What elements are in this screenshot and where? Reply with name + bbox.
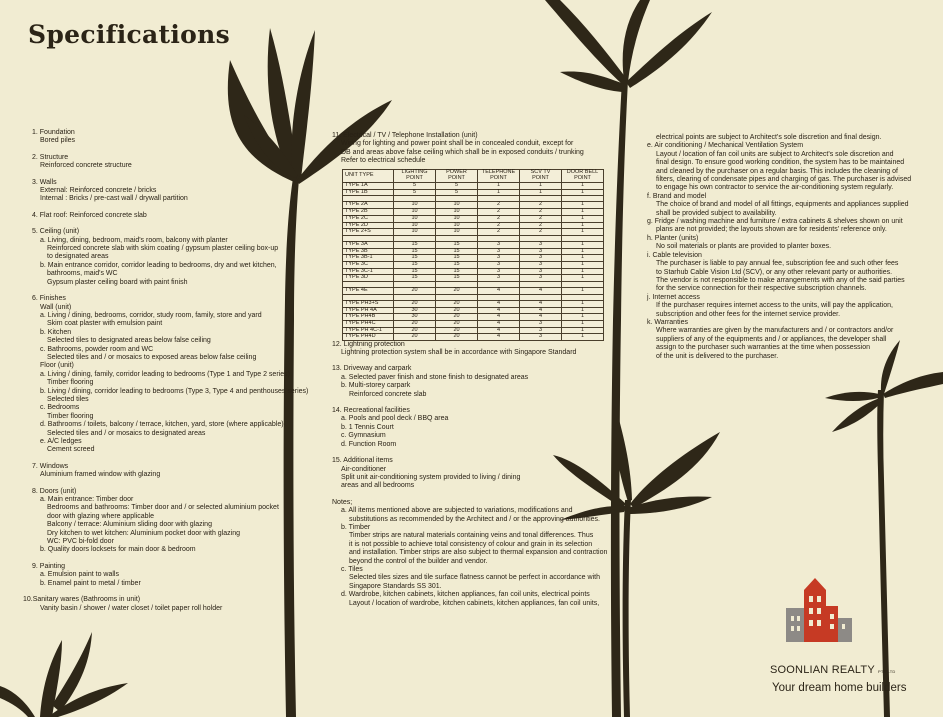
note-line: Selected tiles sizes and tile surface flatness cannot be perfect in accordance with [349, 574, 600, 582]
spec-line: WC: PVC bi-fold door [47, 538, 114, 546]
table-cell: 4 [520, 300, 562, 307]
note-line: No soil materials or plants are provided to planter boxes. [656, 243, 832, 251]
table-header-row [343, 170, 604, 183]
table-row [343, 183, 604, 190]
table-cell: 1 [562, 183, 604, 190]
table-cell: 4 [478, 314, 520, 321]
spec-line: b. 1 Tennis Court [341, 423, 394, 431]
table-cell: 20 [394, 300, 436, 307]
table-row [343, 334, 604, 341]
table-cell: TYPE 2+S [343, 229, 394, 236]
table-cell: 10 [394, 215, 436, 222]
note-heading: j. Internet access [647, 293, 700, 301]
spec-line: a. Living / dining, bedrooms, corridor, study room, family, store and yard [40, 311, 262, 319]
note-line: The vendor is not responsible to make arrangements with any of the said parties [656, 276, 905, 284]
spec-line: Reinforced concrete slab with skim coating / gypsum plaster ceiling box-up [47, 245, 279, 253]
note-line: and cleaned by the purchaser on a regular basis. This includes the cleaning of [656, 167, 898, 175]
note-line: suppliers of any of the equipments and / or appliances, the developer shall [656, 335, 887, 343]
table-cell: 4 [520, 314, 562, 321]
note-line: Timber strips are natural materials containing veins and tonal differences. Thus [349, 532, 594, 540]
note-line: plans are not provided; the layouts shown are for residents' reference only. [656, 226, 887, 234]
table-cell: 1 [562, 268, 604, 275]
table-cell: 3 [520, 248, 562, 255]
spec-line: bathrooms, maid's WC [47, 270, 118, 278]
spec-heading: 5. Ceiling (unit) [32, 228, 80, 236]
note-line: The choice of brand and model of all fittings, equipments and appliances supplied [656, 201, 909, 209]
table-cell: TYPE 2B [343, 209, 394, 216]
table-cell: TYPE PH4D [343, 334, 394, 341]
spec-line: Reinforced concrete slab [349, 390, 427, 398]
table-cell: TYPE 4E [343, 288, 394, 295]
table-cell: 20 [436, 327, 478, 334]
table-cell: 15 [394, 255, 436, 262]
table-cell: 1 [562, 334, 604, 341]
table-cell: 20 [394, 334, 436, 341]
table-cell: 2 [520, 215, 562, 222]
plant-flower-center [545, 0, 626, 84]
note-line: electrical points are subject to Architect's sole discretion and final design. [656, 134, 882, 141]
spec-heading: 14. Recreational facilities [332, 407, 410, 415]
table-cell: 20 [436, 300, 478, 307]
table-cell: 4 [478, 327, 520, 334]
table-cell: TYPE 3B [343, 248, 394, 255]
note-line: If the purchaser requires internet access to the units, will pay the application, [656, 302, 893, 310]
table-cell: 10 [394, 229, 436, 236]
table-cell: TYPE 3C [343, 262, 394, 269]
spec-heading: 1. Foundation [32, 129, 75, 136]
spec-line: b. Kitchen [40, 328, 72, 336]
note-line: of the unit is delivered to the purchaser. [656, 352, 779, 360]
spec-heading: 8. Doors (unit) [32, 487, 77, 495]
table-cell: 20 [394, 320, 436, 327]
table-cell: 4 [478, 334, 520, 341]
table-cell: 3 [478, 262, 520, 269]
spec-line: Refer to electrical schedule [341, 157, 426, 165]
table-cell: 1 [562, 327, 604, 334]
table-cell: 1 [562, 320, 604, 327]
table-cell: 1 [562, 262, 604, 269]
table-cell: 20 [436, 288, 478, 295]
table-body [343, 183, 604, 341]
column-header: UNIT TYPE [343, 170, 394, 183]
table-cell: 4 [478, 300, 520, 307]
note-line: Where warranties are given by the manufacturers and / or contractors and/or [656, 327, 894, 335]
table-row [343, 327, 604, 334]
table-cell: 10 [436, 209, 478, 216]
spec-line: Aluminium framed window with glazing [40, 471, 161, 479]
note-line: b. Timber [341, 523, 371, 531]
spec-line: Timber flooring [47, 379, 94, 387]
table-cell: TYPE PH4C [343, 320, 394, 327]
table-cell: TYPE 1B [343, 189, 394, 196]
note-heading: g. Fridge / washing machine and furniture / extra cabinets & shelves shown on unit [647, 218, 903, 226]
plant-stem-lower-center [623, 500, 631, 717]
table-cell: 5 [394, 189, 436, 196]
note-heading: k. Warranties [647, 318, 688, 326]
spec-line: Selected tiles [47, 395, 89, 403]
table-cell: TYPE 3D [343, 275, 394, 282]
table-cell: TYPE 2C [343, 215, 394, 222]
spec-line: Selected tiles and / or mosaics to designated areas [47, 429, 206, 437]
spec-line: c. Bedrooms [40, 404, 80, 412]
table-row [343, 300, 604, 307]
table-cell: 1 [562, 248, 604, 255]
table-cell: 15 [394, 241, 436, 248]
table-cell: 20 [436, 314, 478, 321]
spec-heading: 7. Windows [32, 462, 69, 470]
spec-line: b. Living / dining, corridor leading to bedrooms (Type 3, Type 4 and penthouses series) [40, 387, 309, 395]
table-cell: 2 [478, 202, 520, 209]
table-cell: 1 [562, 202, 604, 209]
table-cell: 1 [562, 275, 604, 282]
note-line: to Starhub Cable Vision Ltd (SCV), or any other relevant party or authorities. [656, 268, 893, 276]
brand-name [770, 664, 896, 676]
building-logo-icon [778, 578, 866, 662]
table-row [343, 248, 604, 255]
table-cell: 3 [520, 320, 562, 327]
spec-line: Balcony / terrace: Aluminium sliding door with glazing [47, 521, 212, 529]
table-cell: TYPE 3A [343, 241, 394, 248]
table-cell: 15 [394, 248, 436, 255]
table-cell: 1 [562, 288, 604, 295]
table-cell: 1 [562, 209, 604, 216]
note-line: shall be provided subject to availability. [656, 209, 777, 217]
table-cell: 5 [436, 189, 478, 196]
table-cell: TYPE PH3+S [343, 300, 394, 307]
table-cell: 3 [520, 334, 562, 341]
spec-line: Bored piles [40, 137, 76, 145]
table-cell: 10 [394, 222, 436, 229]
brand-tagline: Your dream home builders [772, 682, 907, 694]
table-row [343, 229, 604, 236]
spec-line: b. Main entrance corridor, corridor leading to bedrooms, dry and wet kitchen, [40, 261, 277, 269]
spec-line: Bedrooms and bathrooms: Timber door and / or selected aluminium pocket [47, 504, 279, 512]
table-cell: TYPE 3B-1 [343, 255, 394, 262]
spec-line: Lightning protection system shall be in accordance with Singapore Standard [341, 349, 577, 357]
spec-heading: 4. Flat roof: Reinforced concrete slab [32, 211, 147, 219]
spec-line: b. Enamel paint to metal / timber [40, 579, 141, 587]
table-cell: TYPE 2D [343, 222, 394, 229]
column-header: LIGHTING POINT [394, 170, 436, 183]
spec-line: a. Main entrance: Timber door [40, 496, 134, 504]
note-heading: i. Cable television [647, 251, 702, 259]
note-line: c. Tiles [341, 565, 363, 573]
table-cell: 3 [520, 255, 562, 262]
table-row [343, 262, 604, 269]
note-line: it is not possible to achieve total consistency of colour and grain in its selection [349, 540, 593, 548]
table-cell: 3 [478, 268, 520, 275]
spec-line: Selected tiles and / or mosaics to exposed areas below false ceiling [47, 353, 257, 361]
note-heading: f. Brand and model [647, 192, 707, 200]
table-row [343, 209, 604, 216]
spec-line: d. Function Room [341, 440, 397, 448]
spec-line: Internal : Bricks / pre-cast wall / drywall partition [40, 195, 188, 203]
table-cell: 1 [562, 241, 604, 248]
table-cell: 30 [394, 307, 436, 314]
note-line: beyond the control of the builder and vendor. [349, 557, 488, 565]
table-cell: 1 [478, 183, 520, 190]
table-row [343, 275, 604, 282]
spec-line: a. Selected paver finish and stone finish to designated areas [341, 373, 529, 381]
table-cell: TYPE PH 4C-1 [343, 327, 394, 334]
table-cell: 3 [478, 255, 520, 262]
note-line: The purchaser is liable to pay annual fee, subscription fee and such other fees [656, 260, 899, 268]
spec-line: Selected tiles to designated areas below false ceiling [47, 337, 211, 345]
spec-column-left [23, 129, 313, 613]
table-row [343, 288, 604, 295]
table-cell: 1 [562, 255, 604, 262]
table-cell: 2 [520, 209, 562, 216]
table-cell: 2 [478, 209, 520, 216]
table-cell: 5 [394, 183, 436, 190]
spec-heading: 10.Sanitary wares (Bathrooms in unit) [23, 596, 141, 604]
spec-line: Reinforced concrete structure [40, 162, 132, 170]
column-header: TELEPHONE POINT [478, 170, 520, 183]
table-row [343, 189, 604, 196]
note-line: assign to the purchaser such warranties at the time when possession [656, 344, 871, 352]
spec-line: d. Bathrooms / toilets, balcony / terrace, kitchen, yard, store (where applicable) [40, 421, 284, 429]
table-row [343, 255, 604, 262]
spec-heading: 3. Walls [32, 178, 57, 186]
page-title: Specifications [28, 20, 231, 49]
brand-suffix: PTE LTD [877, 669, 896, 674]
column-header: DOOR BELL POINT [562, 170, 604, 183]
table-cell: 4 [520, 288, 562, 295]
plant-flower-right [825, 392, 879, 401]
table-cell: 2 [520, 229, 562, 236]
table-cell: 3 [520, 241, 562, 248]
table-cell: 4 [478, 307, 520, 314]
table-cell: 3 [520, 262, 562, 269]
electrical-schedule-table [342, 169, 604, 341]
table-cell: 15 [436, 262, 478, 269]
spec-heading: 11. Electrical / TV / Telephone Installation (unit) [332, 132, 478, 139]
table-cell: 3 [520, 268, 562, 275]
spec-line: a. Living, dining, bedroom, maid's room, balcony with planter [40, 236, 228, 244]
table-cell: 2 [478, 229, 520, 236]
table-cell: 1 [562, 307, 604, 314]
table-cell: 20 [436, 320, 478, 327]
note-line: subscription and other fees for the internet service provider. [656, 310, 841, 318]
table-row [343, 215, 604, 222]
table-cell: 20 [394, 327, 436, 334]
spec-line: a. Living / dining, family, corridor leading to bedrooms (Type 1 and Type 2 series) [40, 370, 290, 378]
spec-line: to designated areas [47, 253, 109, 261]
spec-line: b. Multi-storey carpark [341, 382, 411, 390]
table-cell: 2 [478, 222, 520, 229]
note-line: final design. To ensure good working condition, the system has to be maintained [656, 159, 905, 167]
spec-heading: 6. Finishes [32, 295, 66, 303]
note-line: for the service connection for their respective subscription channels. [656, 285, 867, 293]
table-cell: 15 [394, 268, 436, 275]
table-cell: 3 [478, 275, 520, 282]
table-cell: 15 [436, 248, 478, 255]
table-cell: 20 [394, 288, 436, 295]
spec-heading: 15. Additional items [332, 457, 393, 465]
spec-heading: 9. Painting [32, 562, 66, 570]
table-cell: 20 [436, 307, 478, 314]
table-cell: 3 [478, 241, 520, 248]
table-row [343, 241, 604, 248]
table-cell: 1 [478, 189, 520, 196]
table-cell: 2 [520, 202, 562, 209]
spec-line: Floor (unit) [40, 362, 74, 370]
spec-line: a. Pools and pool deck / BBQ area [341, 415, 449, 423]
table-cell: 10 [436, 222, 478, 229]
spec-line: Vanity basin / shower / water closet / toilet paper roll holder [40, 604, 223, 612]
table-cell: 1 [562, 189, 604, 196]
table-cell: 10 [394, 209, 436, 216]
table-cell: 30 [394, 314, 436, 321]
spec-line: DB and areas above false ceiling which shall be in exposed conduits / trunking [341, 148, 584, 156]
table-cell: 4 [478, 288, 520, 295]
table-row [343, 307, 604, 314]
table-cell: 1 [520, 189, 562, 196]
spec-line: Timber flooring [47, 412, 94, 420]
table-cell: 1 [562, 229, 604, 236]
spec-column-right [647, 134, 917, 361]
table-cell: 15 [436, 268, 478, 275]
table-cell: TYPE 2A [343, 202, 394, 209]
spec-line: Wall (unit) [40, 303, 72, 311]
note-line: d. Wardrobe, kitchen cabinets, kitchen appliances, fan coil units, electrical points [341, 591, 590, 599]
spec-line: Skim coat plaster with emulsion paint [47, 320, 163, 328]
table-row [343, 222, 604, 229]
table-cell: 15 [436, 241, 478, 248]
table-cell: 10 [436, 202, 478, 209]
table-row [343, 268, 604, 275]
table-cell: 15 [436, 275, 478, 282]
note-line: substitutions as recommended by the Architect and / or the approving authorities. [349, 515, 600, 523]
table-cell: 5 [436, 183, 478, 190]
spec-line: a. Emulsion paint to walls [40, 571, 119, 579]
spec-line: Split unit air-conditioning system provided to living / dining [341, 473, 521, 481]
table-cell: 1 [562, 222, 604, 229]
table-cell: 3 [520, 275, 562, 282]
column-header: SCV TV POINT [520, 170, 562, 183]
table-cell: TYPE 3C-1 [343, 268, 394, 275]
spec-heading: 12. Lightning protection [332, 340, 405, 348]
note-line: Layout / location of fan coil units are subject to Architect's sole discretion and [656, 150, 894, 158]
spec-line: door with glazing where applicable [47, 512, 155, 520]
table-cell: 1 [520, 183, 562, 190]
spec-heading: 13. Driveway and carpark [332, 365, 412, 373]
table-row [343, 314, 604, 321]
notes-heading: Notes; [332, 498, 353, 506]
spec-line: areas and all bedrooms [341, 482, 415, 490]
spec-line: Gypsum plaster ceiling board with paint finish [47, 278, 188, 286]
spec-line: External: Reinforced concrete / bricks [40, 187, 157, 195]
note-line: Layout / location of wardrobe, kitchen cabinets, kitchen appliances, fan coil units, [349, 599, 600, 607]
table-cell: 15 [394, 275, 436, 282]
table-cell: 10 [436, 229, 478, 236]
table-cell: TYPE 1A [343, 183, 394, 190]
table-cell: 15 [436, 255, 478, 262]
spec-line: e. A/C ledges [40, 438, 82, 445]
table-row [343, 202, 604, 209]
spec-heading: 2. Structure [32, 153, 69, 161]
note-heading: h. Planter (units) [647, 234, 699, 242]
table-cell: 2 [478, 215, 520, 222]
table-cell: 3 [478, 248, 520, 255]
note-line: a. All items mentioned above are subjected to variations, modifications and [341, 507, 573, 515]
spec-line: Dry kitchen to wet kitchen: Aluminium pocket door with glazing [47, 529, 240, 537]
spec-line: Air-conditioner [341, 465, 387, 473]
note-heading: e. Air conditioning / Mechanical Ventilation System [647, 142, 804, 150]
spec-line: Cement screed [47, 446, 95, 454]
spec-line: c. Bathrooms, powder room and WC [40, 345, 154, 353]
table-cell: 15 [394, 262, 436, 269]
spec-line: b. Quality doors locksets for main door & bedroom [40, 546, 196, 554]
note-line: filters, clearing of condensate pipes and charging of gas. The purchaser is advised [656, 176, 912, 184]
table-cell: 1 [562, 300, 604, 307]
spec-line: Wiring for lighting and power point shall be in concealed conduit, except for [341, 140, 574, 148]
table-cell: 3 [520, 327, 562, 334]
table-cell: 1 [562, 215, 604, 222]
note-line: and installation. Timber strips are also subject to thermal expansion and contraction [349, 549, 608, 557]
table-cell: 20 [436, 334, 478, 341]
table-cell: 10 [436, 215, 478, 222]
table-cell: TYPE PH4B [343, 314, 394, 321]
table-cell: 4 [478, 320, 520, 327]
table-cell: 10 [394, 202, 436, 209]
note-line: Singapore Standards SS 301. [349, 582, 442, 590]
note-line: to engage his own contractor to service the air-conditioning system regularly. [656, 184, 894, 192]
table-cell: 2 [520, 222, 562, 229]
table-cell: TYPE PH 4A [343, 307, 394, 314]
column-header: POWER POINT [436, 170, 478, 183]
table-cell: 1 [562, 314, 604, 321]
spec-line: c. Gymnasium [341, 432, 386, 440]
brand-name-text: SOONLIAN REALTY [770, 664, 875, 676]
table-cell: 4 [520, 307, 562, 314]
